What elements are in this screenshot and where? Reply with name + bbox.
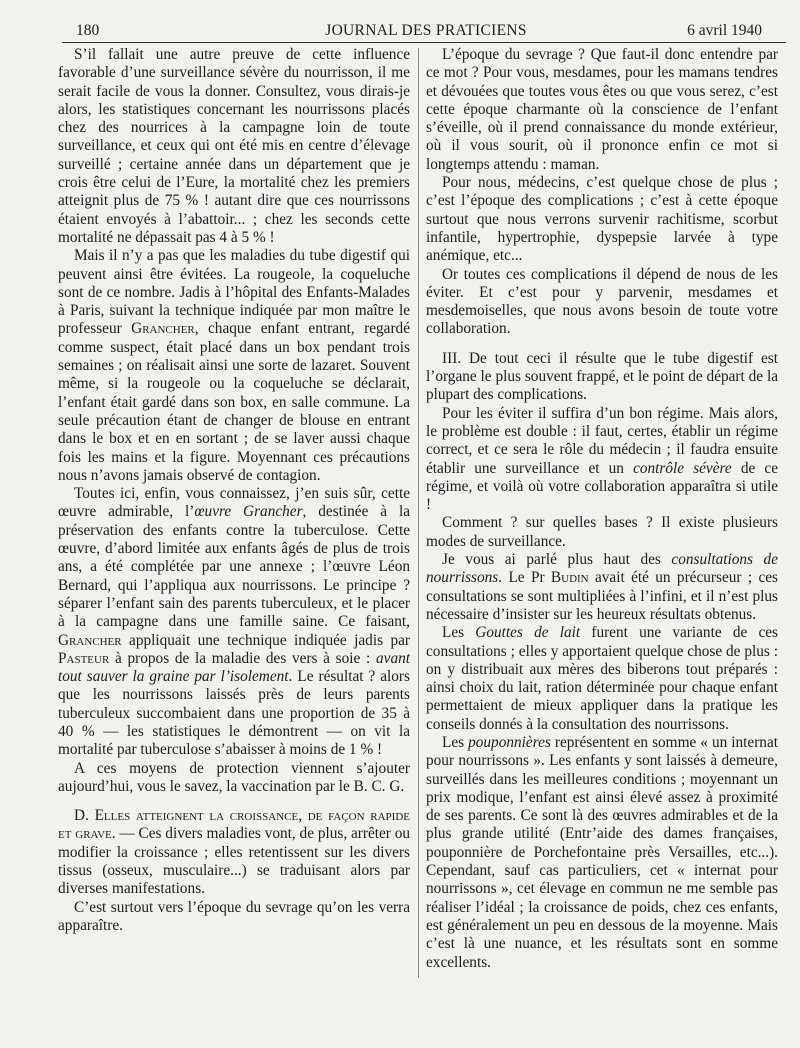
paragraph-sevrage: L’époque du sevrage ? Que faut-il donc entendre par ce mot ? Pour vous, mesdames, pour les mamans tendres et dévouées que toutes vous êtes ou que vous serez, c’est cette époque charmante où la conscience de l’enfant s’éveille, où il prend connaissance du monde extérieur, où il vous sourit, où il prononce enfin ce mot si longtemps attendu : maman. xyxy=(426,46,778,173)
author-name: Pasteur xyxy=(58,649,110,667)
paragraph-rougeole: Mais il n’y a pas que les maladies du tube digestif qui peuvent ainsi être évitées. La rougeole, la coqueluche sont de ce nombre. Jadis à l’hôpital des Enfants-Malades à Paris, suivant la technique indiquée par mon maître le professeur Grancher, chaque enfant entrant, regardé comme suspect, était placé dans un box pendant trois semaines ; on réalisait ainsi une sorte de lazaret. Souvent même, si la rougeole ou la coqueluche se déclarait, l’enfant était gardé dans son box, en salle commune. La seule précaution étant de changer de blouse en entrant dans le box et en en sortant ; de se laver aussi chaque fois les mains et la figure. Moyennant ces précautions nous n’avons jamais observé de contagion. xyxy=(58,247,410,484)
section-heading: D. Elles atteignent la croissance, de façon rapide et grave. xyxy=(58,807,410,843)
paragraph-eviter: Or toutes ces complications il dépend de nous de les éviter. Et c’est pour y parvenir, mesdames et mesdemoiselles, que nous avons besoin de toute votre collaboration. xyxy=(426,265,778,338)
running-header xyxy=(76,20,776,42)
section-iii: III. De tout ceci il résulte que le tube digestif est l’organe le plus souvent frappé, et le point de départ de la plupart des complications. xyxy=(426,349,778,404)
author-name: Grancher xyxy=(58,631,122,649)
author-name: Budin xyxy=(550,569,589,587)
paragraph-pouponnieres: Les pouponnières représentent en somme « un internat pour nourrissons ». Les enfants y sont laissés à demeure, surveillés dans les meilleures conditions ; moyennant un prix modique, l’enfant est ainsi élevé assez à proximité de ses parents. Ce sont là des œuvres admirables et de la plus grande utilité (Entr’aide des dames françaises, pouponnière de Porchefontaine près Versailles, etc...). Cependant, sauf cas particuliers, cet « internat pour nourrissons », cet élevage en commun ne me semble pas réaliser l’idéal ; la croissance de poids, chez ces enfants, est généralement un peu en dessous de la moyenne. Mais c’est là une nuance, et les résultats sont en somme excellents. xyxy=(426,733,778,971)
column-separator xyxy=(418,48,419,978)
paragraph-mortality: S’il fallait une autre preuve de cette influence favorable d’une surveillance sévère du nourrisson, il me serait facile de vous la donner. Consultez, vous dirais-je alors, les statistiques concernant les nourrissons placés chez des nourrices à la campagne loin de toute surveillance, et ceux qui ont été mis en centre d’élevage surveillé ; certaine année dans un département que je crois être celui de l’Eure, la mortalité chez les premiers atteignit plus de 75 % ! autant dire que ces nourrissons étaient envoyés à l’abattoir... ; chez les seconds cette mortalité ne dépassait pas 4 à 5 % ! xyxy=(58,46,410,246)
paragraph-sevrage-intro: C’est surtout vers l’époque du sevrage qu’on les verra apparaître. xyxy=(58,898,410,934)
paragraph-bcg: A ces moyens de protection viennent s’ajouter aujourd’hui, vous le savez, la vaccination par le B. C. G. xyxy=(58,759,410,795)
right-column xyxy=(426,46,778,972)
journal-title: JOURNAL DES PRATICIENS xyxy=(325,22,527,39)
section-d: D. Elles atteignent la croissance, de façon rapide et grave. — Ces divers maladies vont, de plus, arrêter ou modifier la croissance ; elles retentissent sur les divers tissus (osseux, musculaire...) se traduisant alors par diverses manifestations. xyxy=(58,807,410,898)
paragraph-gouttes-de-lait: Les Gouttes de lait furent une variante de ces consultations ; elles y apportaient quelque chose de plus : on y distribuait aux mères des biberons tout préparés : ainsi choix du lait, ration déterminée pour chaque enfant permettaient de mieux appliquer dans la pratique les conseils donnés à la consultation des nourrissons. xyxy=(426,624,778,733)
author-name: Grancher xyxy=(131,320,195,338)
paragraph-oeuvre-grancher: Toutes ici, enfin, vous connaissez, j’en suis sûr, cette œuvre admirable, l’œuvre Grancher, destinée à la préservation des enfants contre la tuberculose. Cette œuvre, d’abord limitée aux enfants âgés de plus de trois ans, a été complétée par une annexe ; l’œuvre Léon Bernard, qui l’appliqua aux nourrissons. Le principe ? séparer l’enfant sain des parents tuberculeux, et le placer à la campagne dans une famille saine. Ce faisant, Grancher appliquait une technique indiquée jadis par Pasteur à propos de la maladie des vers à soie : avant tout sauver la graine par l’isolement. Le résultat ? alors que les nourrissons laissés près de leurs parents tuberculeux succombaient dans une proportion de 35 à 40 % — les statistiques le démontrent — on vit la mortalité par tuberculose s’abaisser à moins de 1 % ! xyxy=(58,485,410,759)
paragraph-regime: Pour les éviter il suffira d’un bon régime. Mais alors, le problème est double : il faut, certes, établir un régime correct, et ce sera le rôle du médecin ; il faudra ensuite établir une surveillance et un contrôle sévère de ce régime, et voilà où votre collaboration apparaîtra si utile ! xyxy=(426,404,778,514)
issue-date: 6 avril 1940 xyxy=(687,22,762,39)
paragraph-surveillance-modes: Comment ? sur quelles bases ? Il existe plusieurs modes de surveillance. xyxy=(426,514,778,550)
paragraph-consultations: Je vous ai parlé plus haut des consultations de nourrissons. Le Pr Budin avait été un précurseur ; ces consultations se sont multipliées à l’infini, et il n’est plus nécessaire d’insister sur les heureux résultats obtenus. xyxy=(426,551,778,623)
page-number: 180 xyxy=(76,22,100,39)
header-rule xyxy=(62,42,786,43)
paragraph-complications: Pour nous, médecins, c’est quelque chose de plus ; c’est l’époque des complications ; c’est à cette époque surtout que nous verrons survenir rachitisme, scorbut infantile, hypertrophie, dyspepsie larvée à type anémique, etc... xyxy=(426,174,778,265)
left-column xyxy=(58,46,410,935)
